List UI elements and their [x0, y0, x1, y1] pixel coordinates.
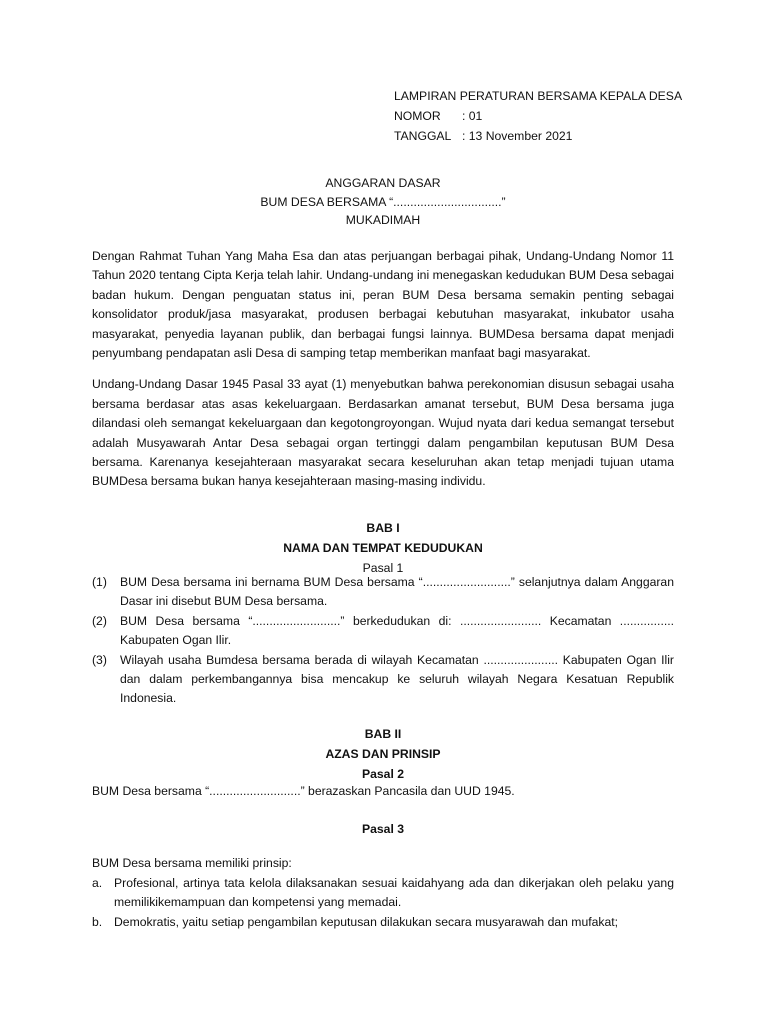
- title-mukadimah: MUKADIMAH: [345, 213, 421, 227]
- list-item-text: BUM Desa bersama “..........................” berkedudukan di: ........................ Kecamatan ................ Kabupaten Ogan Ilir.: [120, 613, 674, 648]
- list-item: [92, 651, 674, 709]
- list-item: [92, 913, 674, 932]
- title-anggaran-dasar: ANGGARAN DASAR: [325, 176, 441, 190]
- pasal-1-heading: Pasal 1: [362, 561, 404, 575]
- list-item-number: (1): [92, 575, 107, 589]
- tanggal-label: TANGGAL: [394, 129, 452, 143]
- bab2-number: BAB II: [364, 727, 402, 741]
- list-item-number: (2): [92, 613, 107, 628]
- list-item: [92, 874, 674, 913]
- pasal-3-list: [92, 874, 674, 932]
- bab1-number: BAB I: [366, 521, 400, 535]
- list-item: [92, 573, 674, 612]
- bab2-title: AZAS DAN PRINSIP: [325, 747, 441, 761]
- list-item: [92, 612, 674, 651]
- list-item-text: BUM Desa bersama ini bernama BUM Desa bersama “..........................” selanjutnya dalam Anggaran Dasar ini disebut BUM Desa bersama.: [120, 575, 674, 609]
- pasal-3-heading: Pasal 3: [361, 822, 404, 836]
- header-title: LAMPIRAN PERATURAN BERSAMA KEPALA DESA: [394, 89, 683, 103]
- bab1-title: NAMA DAN TEMPAT KEDUDUKAN: [283, 541, 483, 555]
- pasal-1-list: [92, 573, 674, 709]
- list-item-text: Demokratis, yaitu setiap pengambilan keputusan dilakukan secara musyarawah dan mufakat;: [114, 914, 619, 929]
- list-item-letter: a.: [92, 876, 103, 890]
- nomor-value: : 01: [462, 109, 483, 123]
- pasal-2-heading: Pasal 2: [361, 767, 404, 781]
- nomor-label: NOMOR: [394, 109, 441, 123]
- bab1-heading: [92, 518, 674, 578]
- pasal-2-text: BUM Desa bersama “...........................” berazaskan Pancasila dan UUD 1945.: [92, 784, 515, 798]
- tanggal-value: : 13 November 2021: [462, 129, 573, 143]
- title-bum-desa: BUM DESA BERSAMA “................................”: [260, 194, 506, 209]
- list-item-text: Wilayah usaha Bumdesa bersama berada di wilayah Kecamatan ...................... Kabupaten Ogan Ilir dan dalam perkembangannya bisa mencakup ke seluruh wilayah Negara Kesatuan Republik Indonesia.: [120, 652, 674, 706]
- attachment-header: [394, 86, 682, 146]
- list-item-letter: b.: [92, 914, 103, 929]
- bab2-heading: [92, 724, 674, 784]
- document-title: [92, 174, 674, 230]
- mukadimah-section: [92, 247, 674, 492]
- mukadimah-paragraph-1: Dengan Rahmat Tuhan Yang Maha Esa dan atas perjuangan berbagai pihak, Undang-Undang Nomor 11 Tahun 2020 tentang Cipta Kerja telah lahir. Undang-undang ini menegaskan kedudukan BUM Desa sebagai badan hukum. Dengan penguatan status ini, peran BUM Desa bersama semakin penting sebagai konsolidator produk/jasa masyarakat, produsen berbagai kebutuhan masyarakat, inkubator usaha masyarakat, penyedia layanan publik, dan berbagai fungsi lainnya. BUMDesa bersama dapat menjadi penyumbang pendapatan asli Desa di samping tetap memberikan manfaat bagi masyarakat.: [92, 249, 674, 361]
- pasal-3-intro: BUM Desa bersama memiliki prinsip:: [92, 856, 292, 870]
- list-item-text: Profesional, artinya tata kelola dilaksanakan sesuai kaidahyang ada dan dikerjakan oleh pelaku yang memilikikemampuan dan kompetensi yang memadai.: [114, 876, 674, 910]
- list-item-number: (3): [92, 652, 107, 667]
- mukadimah-paragraph-2: Undang-Undang Dasar 1945 Pasal 33 ayat (1) menyebutkan bahwa perekonomian disusun sebagai usaha bersama berdasar atas asas kekeluargaan. Berdasarkan amanat tersebut, BUM Desa bersama juga dilandasi oleh semangat kekeluargaan dan kegotongroyongan. Wujud nyata dari kedua semangat tersebut adalah Musyawarah Antar Desa sebagai organ tertinggi dalam pengambilan keputusan BUM Desa bersama. Karenanya kesejahteraan masyarakat secara keseluruhan akan tetap menjadi tujuan utama BUMDesa bersama bukan hanya kesejahteraan masing-masing individu.: [92, 377, 674, 489]
